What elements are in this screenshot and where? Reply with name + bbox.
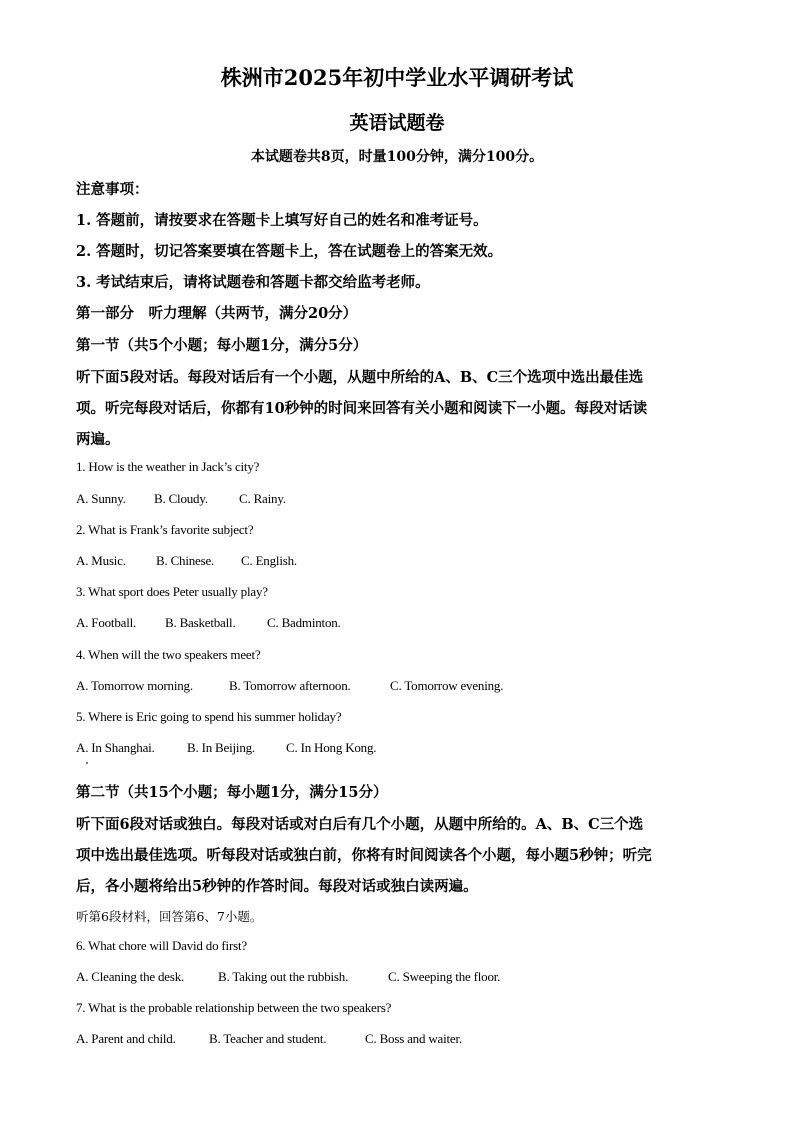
option: B. Teacher and student.	[209, 1031, 327, 1046]
question-text: 2. What is Frank’s favorite subject?	[76, 522, 254, 537]
section2-heading: 第二节（共15个小题；每小题1分，满分15分）	[76, 784, 388, 801]
section1-instructions: 听下面5段对话。每段对话后有一个小题，从题中所给的A、B、C三个选项中选出最佳选	[76, 369, 644, 386]
section2-instructions: 项中选出最佳选项。听每段对话或独白前，你将有时间阅读各个小题，每小题5秒钟；听完	[76, 847, 652, 864]
option: A. In Shanghai.	[76, 740, 155, 755]
question-text: 6. What chore will David do first?	[76, 938, 247, 953]
option: A. Parent and child.	[76, 1031, 176, 1046]
question-text: 1. How is the weather in Jack’s city?	[76, 459, 260, 474]
part1-heading: 第一部分 听力理解（共两节，满分20分）	[76, 305, 358, 322]
question-options	[76, 969, 500, 985]
question-options	[76, 491, 286, 507]
option: C. English.	[241, 553, 297, 568]
question-options	[76, 553, 297, 569]
option: C. Tomorrow evening.	[390, 678, 504, 693]
option: C. Boss and waiter.	[365, 1031, 462, 1046]
option: C. Rainy.	[239, 491, 286, 506]
notice-item: 2. 答题时，切记答案要填在答题卡上，答在试题卷上的答案无效。	[76, 243, 503, 260]
option: C. Sweeping the floor.	[388, 969, 501, 984]
question-options	[76, 740, 376, 756]
question-options	[76, 615, 341, 631]
option: A. Tomorrow morning.	[76, 678, 193, 693]
question-text: 3. What sport does Peter usually play?	[76, 584, 268, 599]
stray-mark	[86, 762, 88, 764]
exam-subtitle: 英语试题卷	[349, 112, 445, 134]
option: C. In Hong Kong.	[286, 740, 377, 755]
question-options	[76, 678, 503, 694]
section1-instructions: 两遍。	[76, 431, 120, 448]
option: B. Cloudy.	[154, 491, 208, 506]
notice-item: 1. 答题前，请按要求在答题卡上填写好自己的姓名和准考证号。	[76, 212, 488, 229]
option: A. Football.	[76, 615, 137, 630]
option: B. In Beijing.	[187, 740, 255, 755]
option: A. Sunny.	[76, 491, 126, 506]
question-options	[76, 1031, 462, 1047]
section2-instructions: 听下面6段对话或独白。每段对话或对白后有几个小题，从题中所给的。A、B、C三个选	[76, 816, 644, 833]
section1-instructions: 项。听完每段对话后，你都有10秒钟的时间来回答有关小题和阅读下一小题。每段对话读	[76, 400, 648, 417]
question-text: 5. Where is Eric going to spend his summer holiday?	[76, 709, 342, 724]
option: A. Cleaning the desk.	[76, 969, 185, 984]
option: C. Badminton.	[267, 615, 341, 630]
option: B. Chinese.	[156, 553, 215, 568]
section1-heading: 第一节（共5个小题；每小题1分，满分5分）	[76, 337, 368, 354]
exam-title: 株洲市2025年初中学业水平调研考试	[220, 65, 574, 90]
option: B. Tomorrow afternoon.	[229, 678, 351, 693]
material-note: 听第6段材料，回答第6、7小题。	[76, 909, 263, 924]
exam-note: 本试题卷共8页，时量100分钟，满分100分。	[250, 149, 544, 165]
option: A. Music.	[76, 553, 126, 568]
question-text: 4. When will the two speakers meet?	[76, 647, 261, 662]
section2-instructions: 后，各小题将给出5秒钟的作答时间。每段对话或独白读两遍。	[76, 878, 478, 895]
option: B. Taking out the rubbish.	[218, 969, 349, 984]
notice-item: 3. 考试结束后，请将试题卷和答题卡都交给监考老师。	[76, 274, 430, 291]
question-text: 7. What is the probable relationship between the two speakers?	[76, 1000, 392, 1015]
option: B. Basketball.	[165, 615, 236, 630]
notice-heading: 注意事项：	[76, 181, 149, 198]
